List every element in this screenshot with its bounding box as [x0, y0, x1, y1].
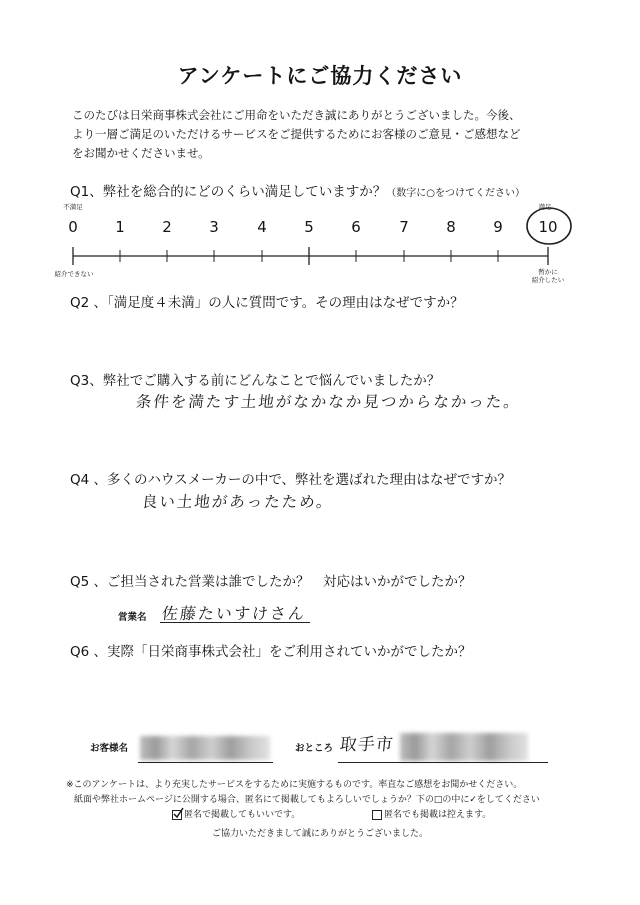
- scale-number: 1: [115, 218, 125, 236]
- scale-number: 6: [351, 218, 361, 236]
- sales-name-label: 営業名: [118, 612, 147, 623]
- scale-bottom-left-label: 紹介できない: [54, 270, 94, 278]
- customer-name-underline: [138, 762, 273, 763]
- scale-number: 4: [257, 218, 267, 236]
- q2-label: Q2 、「満足度４未満」の人に質問です。その理由はなぜですか？: [70, 295, 464, 311]
- footer-note-2: 紙面や弊社ホームページに公開する場合、匿名にて掲載してもよろしいでしょうか？下の□の中に✓をしてください: [74, 795, 540, 805]
- q1-note: （数字に○をつけてください）: [386, 188, 525, 199]
- scale-top-right-label: 満足: [538, 203, 552, 211]
- intro-text: [72, 106, 572, 163]
- redacted-address: [400, 733, 528, 761]
- option-anonymous-ok: [172, 808, 300, 823]
- satisfaction-scale: [0, 195, 640, 275]
- footer-note-1: ※このアンケートは、より充実したサービスをするために実施するものです。率直なご感想をお聞かせください。: [66, 780, 523, 790]
- scale-number: 7: [399, 218, 409, 236]
- scale-number: 0: [68, 218, 78, 236]
- q4-answer: 良い土地があったため。: [140, 493, 335, 511]
- option-decline: [372, 808, 491, 823]
- selected-circle-mark: [527, 208, 571, 244]
- thanks-text: ご協力いただきまして誠にありがとうございました。: [211, 829, 428, 839]
- q6-label: Q6 、実際「日栄商事株式会社」をご利用されていかがでしたか？: [70, 644, 472, 660]
- q5-label: Q5 、ご担当された営業は誰でしたか？ 対応はいかがでしたか？: [70, 574, 472, 590]
- intro-line: より一層ご満足のいただけるサービスをご提供するためにお客様のご意見・ご感想など: [72, 127, 521, 141]
- scale-number: 5: [304, 218, 314, 236]
- sales-name-underline: [160, 622, 310, 623]
- address-answer: 取手市: [338, 735, 395, 755]
- option-anonymous-ok-label: 匿名で掲載してもいいです。: [184, 810, 301, 820]
- q3-answer: 条件を満たす土地がなかなか見つからなかった。: [134, 393, 522, 411]
- q3-label: Q3、弊社でご購入する前にどんなことで悩んでいましたか？: [70, 373, 441, 389]
- customer-name-label: お客様名: [90, 743, 129, 754]
- q4-label: Q4 、多くのハウスメーカーの中で、弊社を選ばれた理由はなぜですか？: [70, 472, 512, 488]
- scale-top-left-label: 不満足: [63, 203, 83, 211]
- address-label: おところ: [295, 743, 334, 754]
- scale-number: 8: [446, 218, 456, 236]
- scale-number: 2: [162, 218, 172, 236]
- scale-number-selected: 10: [538, 218, 558, 236]
- scale-bottom-right-line: 暫かに: [538, 268, 558, 276]
- address-underline: [338, 762, 548, 763]
- page-title: アンケートにご協力ください: [177, 64, 463, 88]
- scale-bottom-right-label: [528, 268, 568, 284]
- option-decline-label: 匿名でも掲載は控えます。: [384, 810, 492, 820]
- scale-bottom-right-line: 紹介したい: [531, 276, 565, 284]
- check-mark-icon: [173, 809, 183, 819]
- q1-label: Q1、弊社を総合的にどのくらい満足していますか？: [70, 184, 387, 200]
- scale-number: 9: [493, 218, 503, 236]
- intro-line: このたびは日栄商事株式会社にご用命をいただき誠にありがとうございました。今後、: [72, 108, 521, 122]
- intro-line: をお聞かせくださいませ。: [72, 146, 210, 160]
- scale-number: 3: [209, 218, 219, 236]
- anonymous-ok-checkbox: [172, 810, 182, 820]
- redacted-customer-name: [140, 736, 270, 760]
- sales-name-answer: 佐藤たいすけさん: [160, 604, 307, 623]
- decline-checkbox: [372, 810, 382, 820]
